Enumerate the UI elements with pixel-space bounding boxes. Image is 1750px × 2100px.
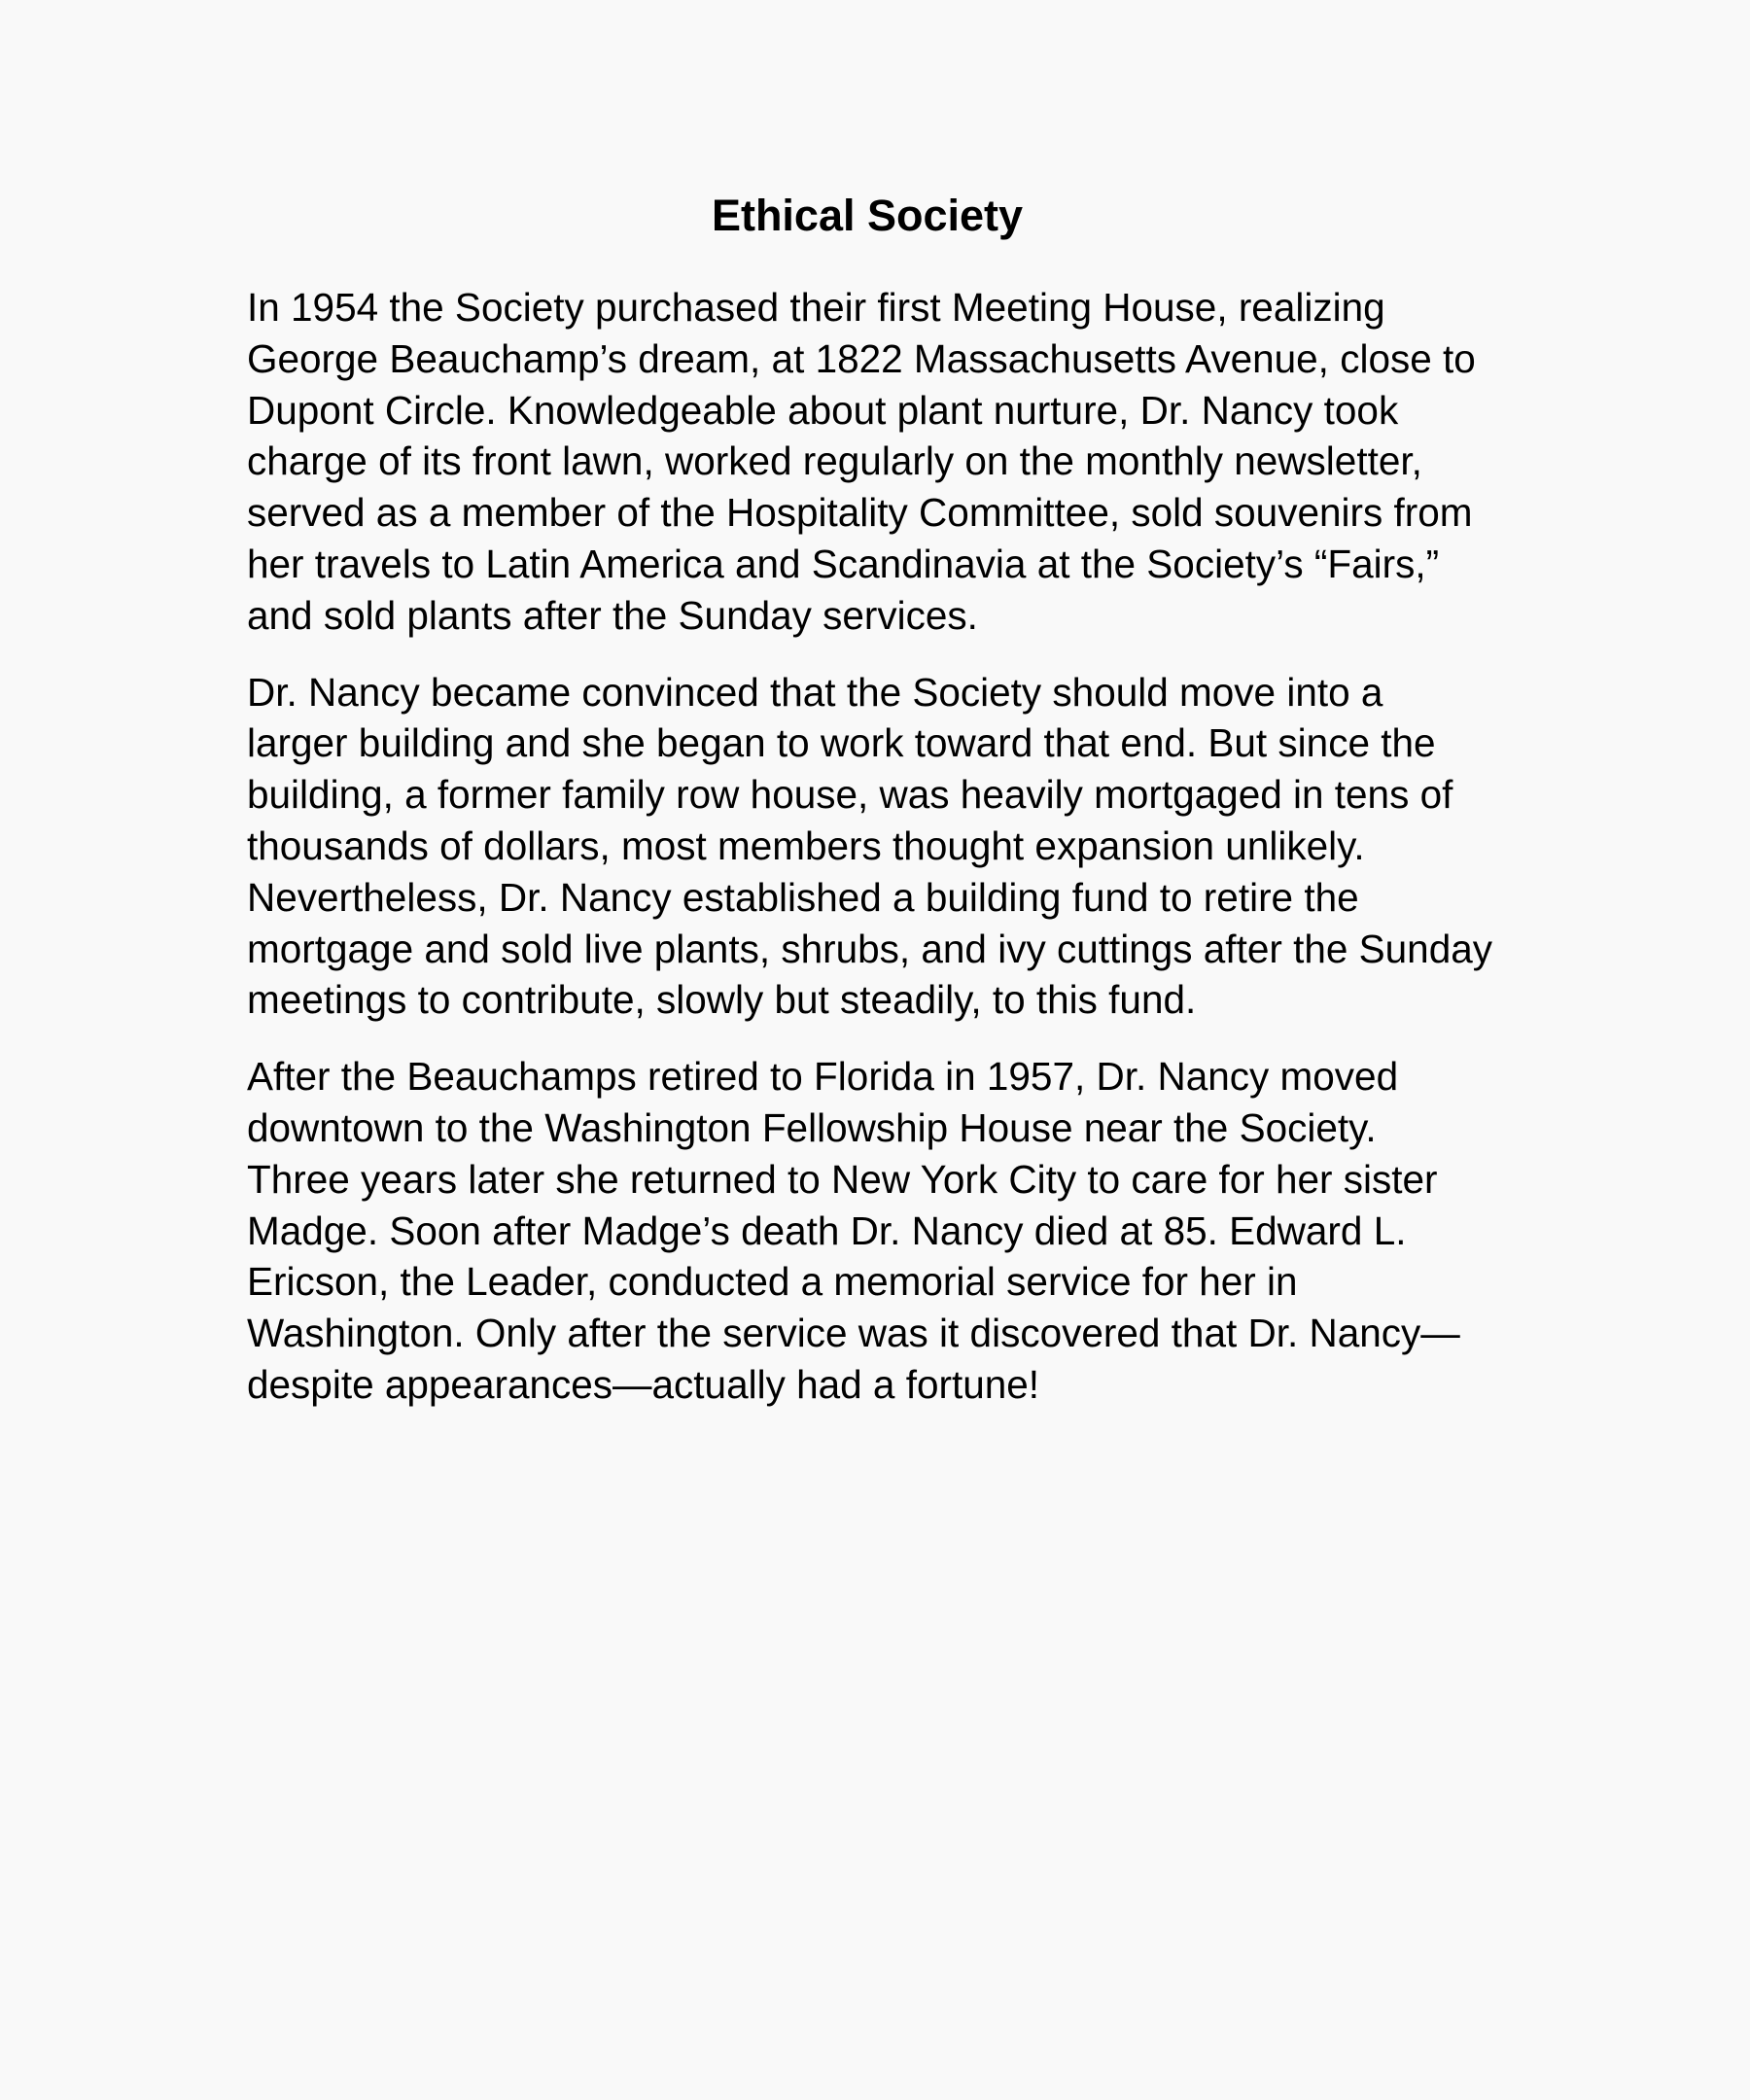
paragraph-1 xyxy=(177,282,1558,642)
paragraph-line: Three years later she returned to New York City to care for her sister xyxy=(247,1156,1438,1202)
paragraph-line: charge of its front lawn, worked regularly on the monthly newsletter, xyxy=(247,438,1422,484)
paragraph-line: Dupont Circle. Knowledgeable about plant nurture, Dr. Nancy took xyxy=(247,387,1399,433)
paragraph-line: George Beauchamp’s dream, at 1822 Massachusetts Avenue, close to xyxy=(247,335,1476,381)
paragraph-line: mortgage and sold live plants, shrubs, and ivy cuttings after the Sunday xyxy=(247,926,1492,971)
paragraph-line: downtown to the Washington Fellowship House near the Society. xyxy=(247,1104,1377,1150)
paragraph-line: Ericson, the Leader, conducted a memorial service for her in xyxy=(247,1259,1298,1305)
paragraph-line: meetings to contribute, slowly but steadily, to this fund. xyxy=(247,977,1197,1023)
page-title: Ethical Society xyxy=(711,191,1024,240)
paragraph-line: her travels to Latin America and Scandinavia at the Society’s “Fairs,” xyxy=(247,541,1440,586)
paragraph-line: Dr. Nancy became convinced that the Society should move into a xyxy=(247,669,1383,715)
paragraph-line: After the Beauchamps retired to Florida in 1957, Dr. Nancy moved xyxy=(247,1054,1399,1100)
paragraph-3 xyxy=(177,1051,1558,1411)
paragraph-line: larger building and she began to work toward that end. But since the xyxy=(247,720,1436,766)
paragraph-line: Nevertheless, Dr. Nancy established a building fund to retire the xyxy=(247,874,1359,920)
paragraph-2 xyxy=(177,667,1558,1027)
paragraph-line: Madge. Soon after Madge’s death Dr. Nancy died at 85. Edward L. xyxy=(247,1208,1407,1253)
paragraph-line: Washington. Only after the service was it discovered that Dr. Nancy— xyxy=(247,1311,1460,1356)
paragraph-line: despite appearances—actually had a fortune! xyxy=(247,1361,1040,1407)
paragraph-line: thousands of dollars, most members thought expansion unlikely. xyxy=(247,822,1365,868)
paragraph-line: served as a member of the Hospitality Committee, sold souvenirs from xyxy=(247,490,1473,536)
paragraph-line: In 1954 the Society purchased their first Meeting House, realizing xyxy=(247,285,1385,330)
paragraph-line: and sold plants after the Sunday services. xyxy=(247,592,978,638)
document-body xyxy=(177,187,1558,1436)
paragraph-line: building, a former family row house, was heavily mortgaged in tens of xyxy=(247,772,1453,818)
